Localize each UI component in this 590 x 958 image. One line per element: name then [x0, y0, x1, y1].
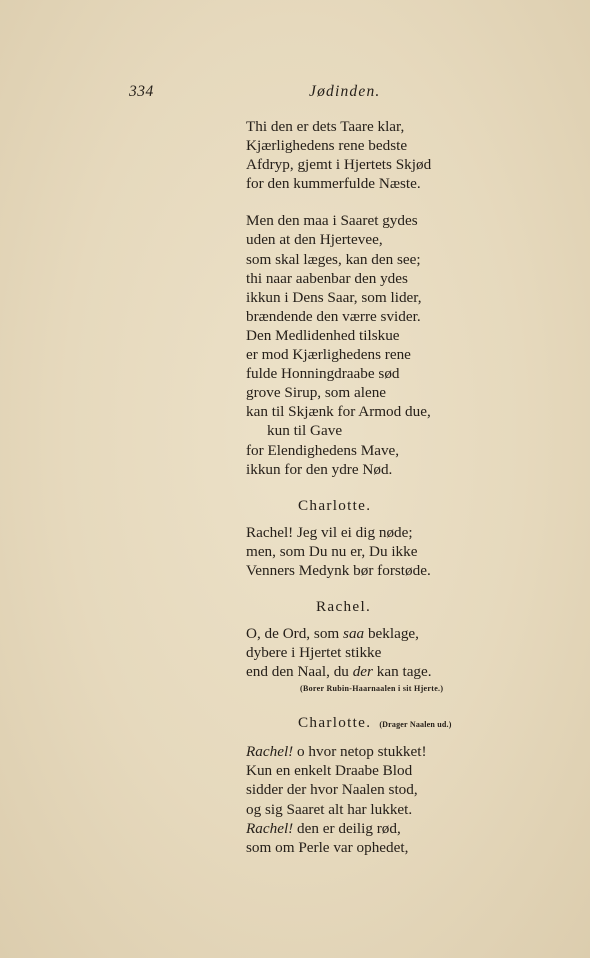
verse-line: Den Medlidenhed tilskue	[246, 326, 400, 344]
text-run: kan tage.	[372, 663, 432, 681]
text-run: o hvor netop stukket!	[293, 743, 427, 761]
verse-line: ikkun i Dens Saar, som lider,	[246, 288, 422, 306]
emphasis: Rachel!	[246, 819, 294, 837]
verse-line: Afdryp, gjemt i Hjertets Skjød	[246, 156, 432, 174]
verse-line: Kjærlighedens rene bedste	[246, 137, 408, 155]
page-number: 334	[129, 83, 154, 100]
verse-line: Venners Medynk bør forstøde.	[246, 561, 431, 579]
verse-line: kan til Skjænk for Armod due,	[246, 403, 431, 421]
verse-line	[246, 819, 566, 838]
verse-line: for Elendighedens Mave,	[246, 441, 400, 459]
stanza-1	[246, 117, 566, 193]
text-run: end den Naal, du	[246, 663, 353, 681]
verse-line: Rachel! Jeg vil ei dig nøde;	[246, 523, 413, 541]
stage-direction: (Drager Naalen ud.)	[379, 720, 452, 730]
speech-charlotte-2	[246, 713, 566, 857]
speech-charlotte-1	[246, 496, 566, 580]
emphasis: Rachel!	[246, 743, 294, 761]
spacer	[246, 734, 566, 742]
speech-rachel	[246, 597, 566, 696]
spacer	[246, 616, 566, 624]
text-run: den er deilig rød,	[293, 819, 401, 837]
verse-line: uden at den Hjertevee,	[246, 231, 383, 249]
stanza-2	[246, 211, 566, 478]
verse-line: fulde Honningdraabe sød	[246, 365, 400, 383]
verse-line: ikkun for den ydre Nød.	[246, 460, 393, 478]
emphasis: saa	[343, 624, 365, 642]
verse-line: grove Sirup, som alene	[246, 384, 387, 402]
text-run: O, de Ord, som	[246, 624, 344, 642]
spacer	[246, 696, 566, 713]
verse-line: er mod Kjærlighedens rene	[246, 346, 411, 364]
spacer	[246, 515, 566, 523]
emphasis: der	[352, 663, 373, 681]
verse-line: men, som Du nu er, Du ikke	[246, 542, 418, 560]
speaker-name: Rachel.	[316, 597, 372, 615]
verse-line: Thi den er dets Taare klar,	[246, 118, 405, 135]
speaker-name: Charlotte.	[298, 496, 372, 514]
verse-line: Kun en enkelt Draabe Blod	[246, 762, 413, 780]
verse-line: dybere i Hjertet stikke	[246, 644, 382, 662]
verse-line: Men den maa i Saaret gydes	[246, 212, 418, 230]
spacer	[246, 580, 566, 597]
verse-line: sidder der hvor Naalen stod,	[246, 781, 418, 799]
verse-line: som om Perle var ophedet,	[246, 838, 409, 856]
verse-line	[246, 662, 566, 681]
verse-line	[246, 624, 566, 643]
verse-line: brændende den værre svider.	[246, 307, 421, 325]
verse-line: thi naar aabenbar den ydes	[246, 269, 408, 287]
running-title: Jødinden.	[309, 83, 381, 100]
page-header	[0, 83, 590, 105]
verse-line: for den kummerfulde Næste.	[246, 175, 421, 193]
stanza-gap	[246, 193, 566, 211]
verse-line: og sig Saaret alt har lukket.	[246, 800, 413, 818]
verse-line	[246, 742, 566, 761]
text-run: beklage,	[364, 624, 419, 642]
verse-line-indented: kun til Gave	[267, 422, 343, 440]
speaker-name: Charlotte.	[298, 714, 372, 732]
verse-line: som skal læges, kan den see;	[246, 250, 421, 268]
speaker-line	[246, 713, 566, 734]
stage-direction: (Borer Rubin-Haarnaalen i sit Hjerte.)	[300, 684, 444, 694]
spacer	[246, 479, 566, 496]
verse-text	[246, 117, 566, 857]
